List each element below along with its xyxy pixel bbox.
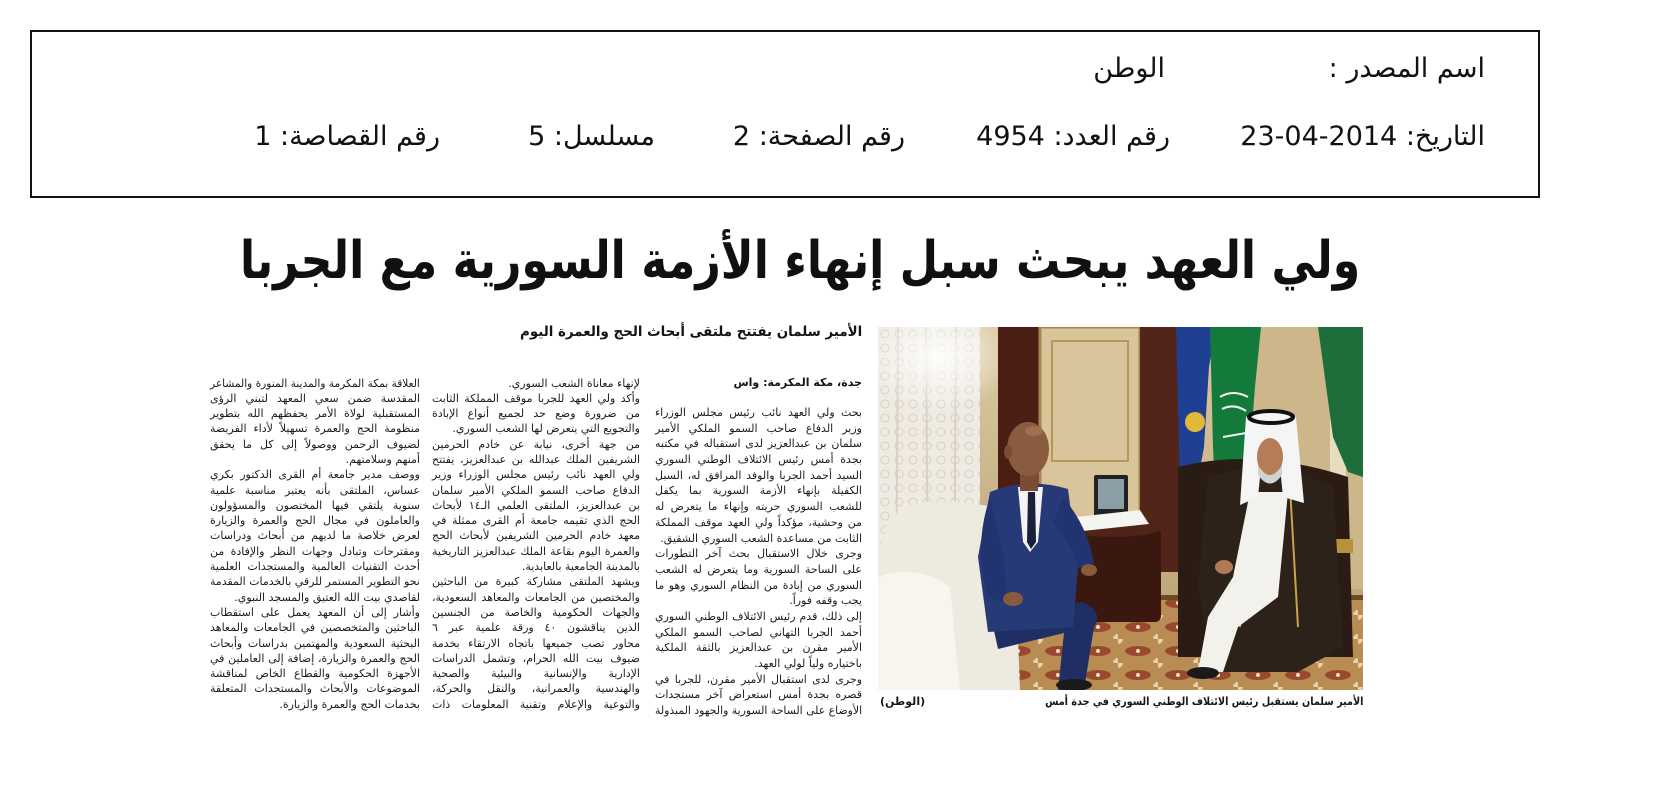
article-subheadline [520, 322, 862, 342]
article-line-text: والتجويع التي يتعرض لها الشعب السوري. [452, 422, 640, 436]
article-line-text: السيد أحمد الجربا والوفد المرافق له، السبل [655, 468, 862, 482]
article-line [432, 636, 640, 651]
article-line-text: ووصف مدير جامعة أم القرى الدكتور بكري [210, 468, 420, 482]
article-line [655, 672, 862, 688]
clipping-number: رقم القصاصة: 1 [254, 121, 440, 152]
article-headline-text: ولي العهد يبحث سبل إنهاء الأزمة السورية مع الجربا [239, 231, 1360, 291]
article-line-text: عساس، الملتقى بأنه يعتبر مناسبة علمية [210, 483, 420, 497]
article-line [210, 528, 420, 543]
article-column-3 [210, 376, 420, 713]
article-line [210, 376, 420, 391]
source-label: اسم المصدر : [1328, 53, 1485, 84]
article-line-text: لضيوف الرحمن ووصولاً إلى كل ما يحقق [210, 437, 420, 451]
article-line [655, 687, 862, 703]
article-line-text: الكفيلة بإنهاء الأزمة السورية بما يكفل [655, 484, 862, 498]
article-line [210, 559, 420, 574]
article-line [655, 609, 862, 625]
article-line-text: والعمرة اليوم بقاعة الملك عبدالعزيز التاريخية [432, 544, 640, 558]
article-line-text: والجهات الحكومية والخاصة من الجنسين [432, 605, 640, 619]
article-dateline: جدة، مكة المكرمة: واس [733, 376, 862, 389]
article-line-text: سنوية يلتقي فيها المختصون والمسؤولون [210, 498, 420, 512]
article-line-text: من ضرورة وضع حد لجميع أنواع الإبادة [432, 407, 640, 421]
article-headline [240, 228, 1360, 294]
article-line [210, 406, 420, 421]
article-line [655, 640, 862, 656]
article-photo [878, 327, 1363, 690]
article-line [210, 636, 420, 651]
article-line-text: قصره بجدة أمس استعراض آخر مستجدات [655, 688, 862, 702]
article-line-text: الأمير مقرن بن عبدالعزيز بالثقة الملكية [655, 641, 862, 655]
article-line [655, 468, 862, 484]
article-subheadline-text: الأمير سلمان يفتتح ملتقى أبحاث الحج والعمرة اليوم [519, 324, 862, 340]
article-line-text: الذين يناقشون ٤٠ ورقة علمية عبر ٦ [432, 621, 640, 635]
article-line-text: وجرى لدى استقبال الأمير مقرن، للجربا في [655, 672, 862, 686]
article-line-text: والمختصين من الجامعات والمعاهد السعودية، [432, 590, 640, 604]
article-line-text: للشعب السوري حريته وإنهاء ما يتعرض له [655, 500, 862, 514]
article-line-text: الحج والعمرة والزيارة، إضافة إلى العاملين في [210, 651, 420, 665]
article-line [432, 452, 640, 467]
article-line-text: العلاقة بمكة المكرمة والمدينة المنورة والمشاعر [210, 376, 420, 390]
article-line-text: ويشهد الملتقى مشاركة كبيرة من الباحثين [432, 575, 640, 589]
article-line [432, 421, 640, 436]
article-line [432, 651, 640, 666]
article-line [655, 703, 862, 719]
article-line-text: وأشار إلى أن المعهد يعمل على استقطاب [210, 605, 420, 619]
article-line-text: أمنهم وسلامتهم. [345, 452, 420, 466]
photo-caption-text: الأمير سلمان يستقبل رئيس الائتلاف الوطني السوري في جدة أمس [1044, 695, 1363, 708]
page-number: رقم الصفحة: 2 [732, 121, 905, 152]
article-line-text: والعاملون في مجال الحج والعمرة والزيارة [210, 514, 420, 528]
article-line [432, 574, 640, 589]
article-line [655, 421, 862, 437]
article-line-text: باختياره ولياً لولي العهد. [754, 657, 862, 670]
article-line-text: الأوضاع على الساحة السورية والجهود المبذولة [654, 704, 862, 718]
article-line [210, 620, 420, 635]
photo-credit: (الوطن) [880, 695, 926, 708]
article-line [432, 590, 640, 605]
article-line-text: المستقبلية لولاة الأمر يحفظهم الله بتطوير [210, 407, 420, 421]
article-column-2 [432, 376, 640, 713]
article-line [432, 483, 640, 498]
article-line-text: ضيوف بيت الله الحرام، وتشمل الدراسات [432, 651, 640, 665]
article-line [210, 483, 420, 498]
article-line-text: والهندسية والعمرانية، والنقل والحركة، [432, 682, 640, 696]
article-line-text: معهد خادم الحرمين الشريفين لأبحاث الحج [432, 529, 640, 543]
article-line [210, 498, 420, 513]
article-line-text: الأجهزة الحكومية والقطاع الخاص لمناقشة [210, 667, 420, 681]
article-line-text: بخدمات الحج والعمرة والزيارة. [279, 697, 420, 711]
article-line-text: ومقترحات وتبادل وجهات النظر والإفادة من [210, 544, 420, 558]
article-line-text: بالمدينة الجامعية بالعابدية. [521, 560, 640, 574]
article-line [210, 590, 420, 605]
article-line-text: وأكد ولي العهد للجربا موقف المملكة الثابت [432, 391, 640, 405]
article-line [210, 467, 420, 482]
article-line-text: لعرض خلاصة ما لديهم من أبحاث ودراسات [210, 529, 420, 543]
article-line-text: سلمان بن عبدالعزيز لدى استقباله في مكتبه [655, 437, 862, 451]
article-line [432, 559, 640, 574]
article-line [655, 578, 862, 594]
article-line-text: الحج الذي تقيمه جامعة أم القرى ممثلة في [432, 514, 640, 528]
article-line [210, 544, 420, 559]
article-line [655, 546, 862, 562]
article-line-text: من وحشية، مؤكداً ولي العهد موقف المملكة [655, 515, 862, 529]
article-line-text: من جهة أخرى، نيابة عن خادم الحرمين [432, 437, 640, 451]
article-line-text: والتوعية والإعلام وتقنية المعلومات ذات [432, 697, 640, 711]
article-line [432, 605, 640, 620]
article-line [210, 513, 420, 528]
article-line [210, 697, 420, 712]
article-line [210, 605, 420, 620]
clipping-header-box [30, 30, 1540, 198]
article-line-text: إلى ذلك، قدم رئيس الائتلاف الوطني السوري [655, 609, 862, 623]
article-line [432, 620, 640, 635]
article-line [210, 651, 420, 666]
article-line [655, 483, 862, 499]
article-column-1 [655, 405, 862, 719]
article-line [655, 531, 862, 547]
article-line [432, 666, 640, 681]
article-line [432, 437, 640, 452]
serial-number: مسلسل: 5 [528, 121, 655, 152]
article-line [210, 666, 420, 681]
article-line-text: لقاصدي بيت الله العتيق والمسجد النبوي. [234, 590, 420, 604]
article-line-text: وجرى خلال الاستقبال بحث آخر التطورات [655, 547, 862, 561]
photo-armchair-arm [878, 572, 960, 690]
article-line-text: الشريفين الملك عبدالله بن عبدالعزيز، يفتتح [432, 452, 640, 466]
article-line [432, 376, 640, 391]
article-line-text: أحدث التقنيات العالمية والمستجدات العلمية [210, 560, 420, 574]
photo-illustration [878, 327, 1363, 690]
article-line-text: البحثية السعودية والمهتمين بدراسات وأبحاث [210, 636, 420, 650]
article-line [432, 697, 640, 712]
article-line [655, 499, 862, 515]
article-line-text: لإنهاء معاناة الشعب السوري. [508, 376, 640, 390]
article-line [655, 656, 862, 672]
article-line [432, 528, 640, 543]
article-line [432, 391, 640, 406]
article-line-text: محاور تصب جميعها باتجاه الارتقاء بخدمة [432, 636, 640, 650]
article-line-text: منظومة الحج والعمرة تسهيلاً لأداء الفريضة [210, 422, 420, 436]
article-line-text: نحو التطوير المستمر للرقي بالخدمات المقدمة [210, 575, 420, 589]
article-line-text: الموضوعات والأبحاث والمستجدات المتعلقة [210, 682, 420, 696]
issue-number: رقم العدد: 4954 [976, 121, 1170, 152]
article-line-text: بحث ولي العهد نائب رئيس مجلس الوزراء [655, 406, 862, 419]
article-line-text: السوري من إبادة من النظام السوري وهو ما [655, 578, 862, 592]
article-line-text: أحمد الجربا التهاني لصاحب السمو الملكي [655, 625, 862, 639]
article-line [210, 437, 420, 452]
article-line [432, 513, 640, 528]
article-line-text: الثابت من مساعدة الشعب السوري الشقيق. [660, 531, 862, 545]
article-line [655, 593, 862, 609]
article-line [655, 562, 862, 578]
article-line [655, 625, 862, 641]
article-line [210, 574, 420, 589]
article-line-text: الإدارية والإنسانية والبيئية والصحية [432, 667, 640, 681]
article-line [210, 681, 420, 696]
article-line [210, 452, 420, 467]
article-line [210, 421, 420, 436]
source-value: الوطن [1093, 53, 1165, 84]
article-line-text: المقدسة ضمن سعي المعهد لتبني الرؤى [210, 391, 420, 405]
article-line [432, 406, 640, 421]
article-line [655, 452, 862, 468]
photo-caption [1045, 694, 1363, 710]
article-line-text: يجب وقفه فوراً. [789, 594, 862, 608]
article-line [432, 681, 640, 696]
article-line [210, 391, 420, 406]
article-line [655, 405, 862, 421]
photo-monitor-screen [1098, 479, 1124, 509]
article-line-text: وزير الدفاع صاحب السمو الملكي الأمير [655, 421, 862, 435]
clipping-date: التاريخ: 2014-04-23 [1240, 121, 1485, 152]
article-line-text: بجدة أمس رئيس الائتلاف الوطني السوري [655, 453, 862, 467]
photo-flag-emblem [1185, 412, 1205, 432]
article-line [432, 498, 640, 513]
article-line-text: بن عبدالعزيز، الملتقى العلمي الـ١٤ لأبحاث [432, 498, 640, 512]
article-line-text: الدفاع صاحب السمو الملكي الأمير سلمان [432, 483, 640, 497]
article-line-text: الباحثين والمتخصصين في الجامعات والمعاهد [210, 621, 420, 635]
article-line [432, 544, 640, 559]
article-line [655, 436, 862, 452]
article-line [655, 515, 862, 531]
article-line-text: على الساحة السورية وما يتعرض له الشعب [655, 562, 862, 576]
article-line-text: ولي العهد نائب رئيس مجلس الوزراء وزير [432, 468, 640, 482]
article-line [432, 467, 640, 482]
